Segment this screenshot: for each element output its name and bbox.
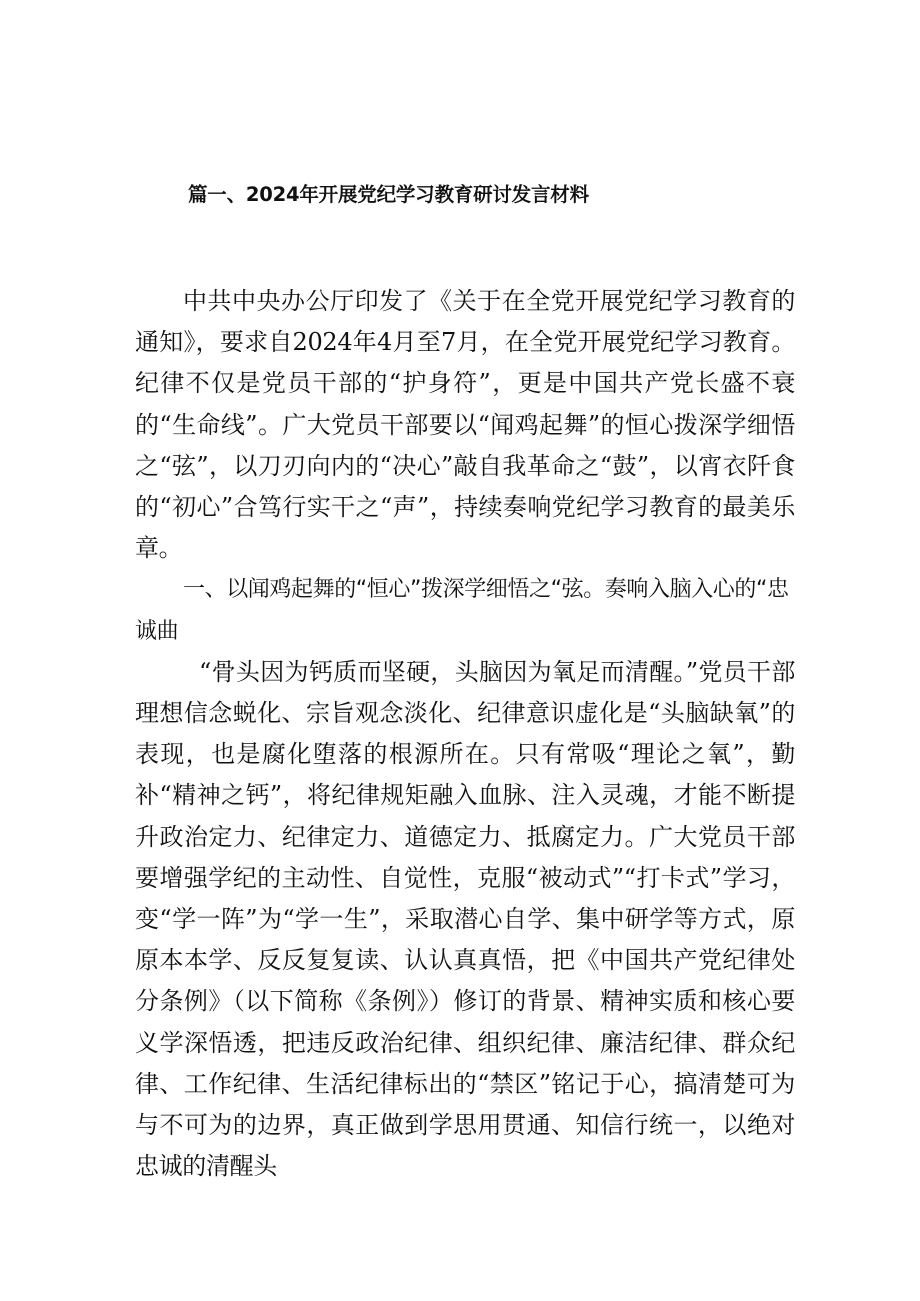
section-heading: 一、以闻鸡起舞的“恒心”拨深学细悟之“弦。奏响入脑入心的“忠诚曲 [135,577,789,644]
document-title: 篇一、2024年开展党纪学习教育研讨发言材料 [188,183,589,206]
intro-paragraph: 中共中央办公厅印发了《关于在全党开展党纪学习教育的通知》，要求自2024年4月至7月，在全党开展党纪学习教育。纪律不仅是党员干部的“护身符”，更是中国共产党长盛不衰的“生命线”。广大党员干部要以“闻鸡起舞”的恒心拨深学细悟之“弦”，以刀刃向内的“决心”敲自我革命之“鼓”，以宵衣阡食的“初心”合笃行实干之“声”，持续奏响党纪学习教育的最美乐章。 [135,287,795,563]
document-body [135,281,795,1187]
section-paragraph: “骨头因为钙质而坚硬，头脑因为氧足而清醒。”党员干部理想信念蜕化、宗旨观念淡化、纪律意识虚化是“头脑缺氧”的表现，也是腐化堕落的根源所在。只有常吸“理论之氧”，勤补“精神之钙”，将纪律规矩融入血脉、注入灵魂，才能不断提升政治定力、纪律定力、道德定力、抵腐定力。广大党员干部要增强学纪的主动性、自觉性，克服“被动式”“打卡式”学习，变“学一阵”为“学一生”，采取潜心自学、集中研学等方式，原原本本学、反反复复读、认认真真悟，把《中国共产党纪律处分条例》（以下简称《条例》）修订的背景、精神实质和核心要义学深悟透，把违反政治纪律、组织纪律、廉洁纪律、群众纪律、工作纪律、生活纪律标出的“禁区”铭记于心，搞清楚可为与不可为的边界，真正做到学思用贯通、知信行统一，以绝对忠诚的清醒头 [135,657,795,1181]
